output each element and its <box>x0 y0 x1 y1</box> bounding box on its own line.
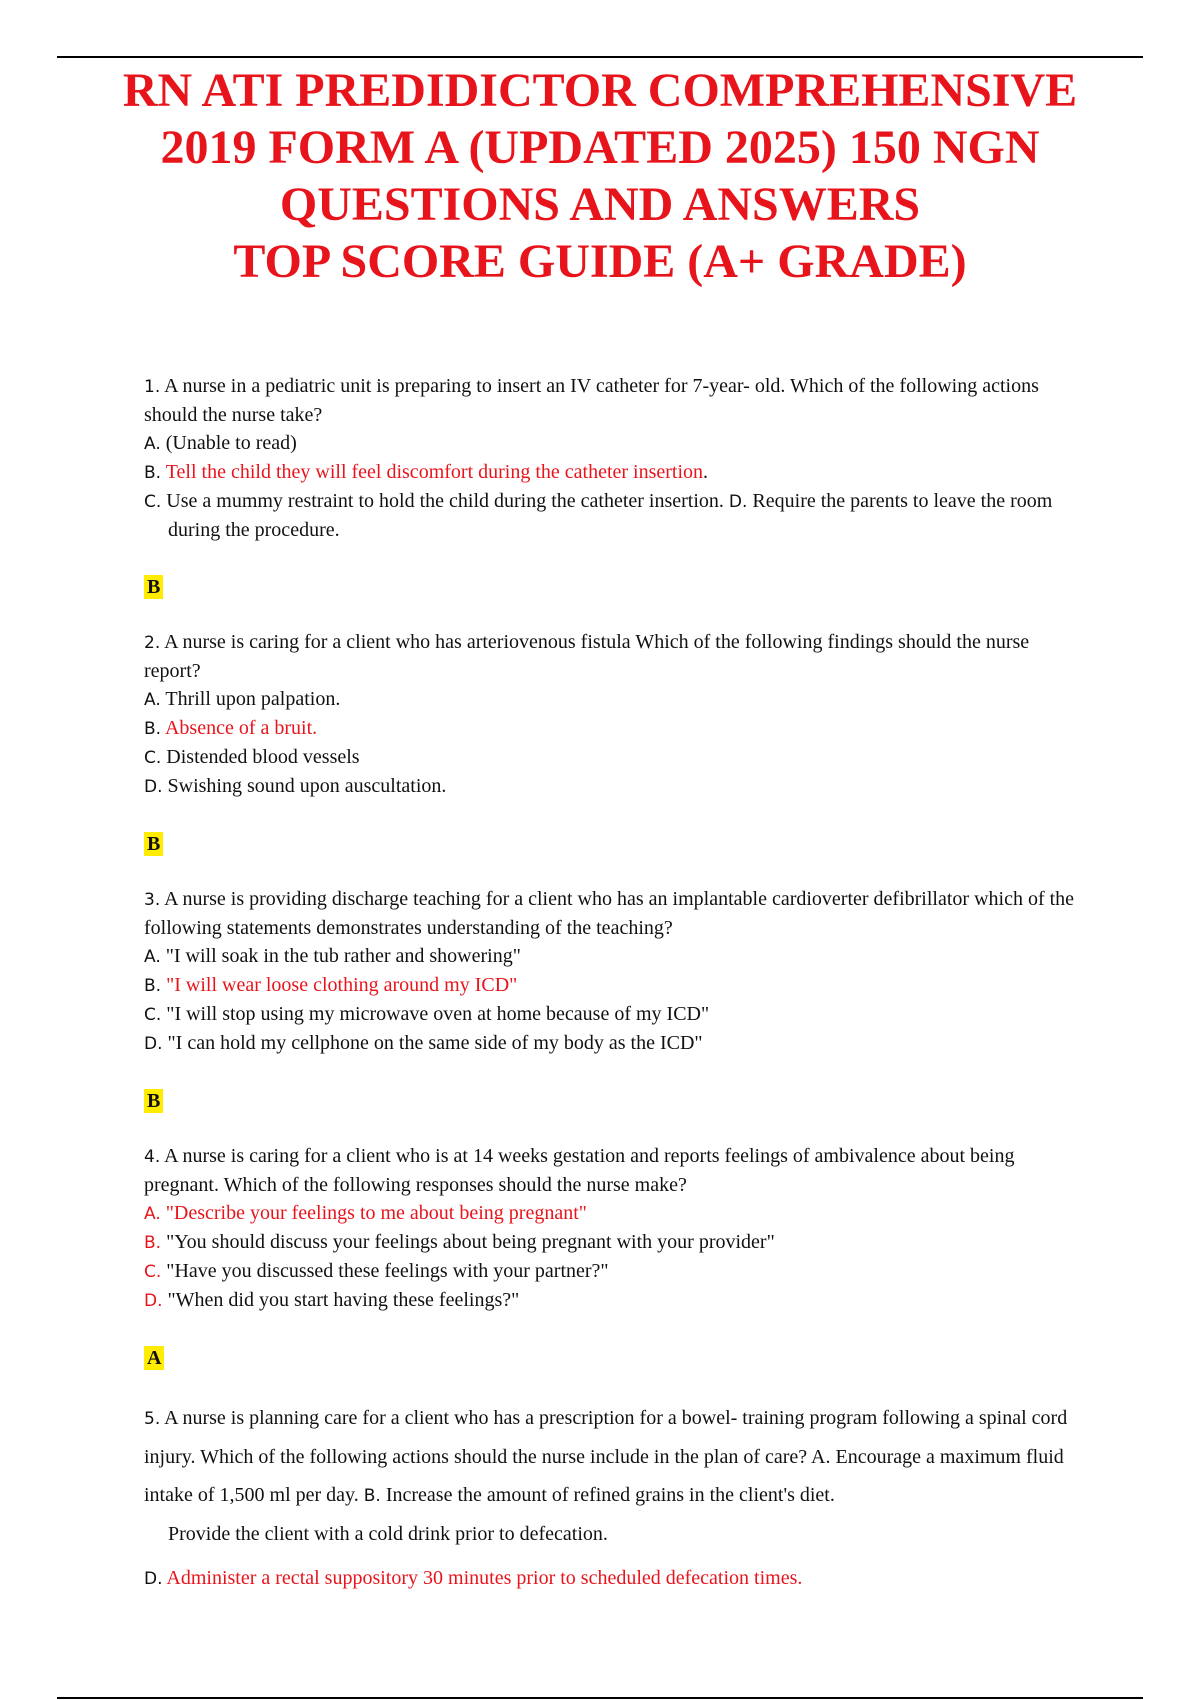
answer-key: B <box>144 575 163 599</box>
option-a: A. "I will soak in the tub rather and showering" <box>144 945 521 967</box>
option-a: A. (Unable to read) <box>144 432 297 454</box>
option-c: C. Use a mummy restraint to hold the child during the catheter insertion. D. Require the parents to leave the room during the procedure. <box>144 490 1053 541</box>
title-line-1: RN ATI PREDIDICTOR COMPREHENSIVE <box>122 64 1078 117</box>
option-c: C. Distended blood vessels <box>144 746 360 768</box>
option-a: A. "Describe your feelings to me about being pregnant" <box>144 1202 587 1224</box>
document-title <box>60 62 1140 290</box>
bottom-rule <box>57 1697 1143 1699</box>
title-line-2: 2019 FORM A (UPDATED 2025) 150 NGN <box>160 121 1040 174</box>
option-b: B. Tell the child they will feel discomfort during the catheter insertion. <box>144 461 709 483</box>
question-stem: 1. A nurse in a pediatric unit is preparing to insert an IV catheter for 7-year- old. Which of the following actions should the nurse take? <box>144 375 1039 426</box>
title-line-4: TOP SCORE GUIDE (A+ GRADE) <box>233 235 967 288</box>
question-1 <box>144 372 1084 628</box>
option-d: D. "When did you start having these feelings?" <box>144 1289 520 1311</box>
option-b: B. "I will wear loose clothing around my ICD" <box>144 974 518 996</box>
question-list <box>144 372 1084 1598</box>
title-line-3: QUESTIONS AND ANSWERS <box>279 178 921 231</box>
answer-key: A <box>144 1346 164 1370</box>
answer-key: B <box>144 832 163 856</box>
question-stem: 2. A nurse is caring for a client who has arteriovenous fistula Which of the following findings should the nurse report? <box>144 631 1030 682</box>
option-d: D. Administer a rectal suppository 30 minutes prior to scheduled defecation times. <box>144 1567 803 1589</box>
option-d: D. Swishing sound upon auscultation. <box>144 775 447 797</box>
question-4 <box>144 1142 1084 1399</box>
option-c: C. "Have you discussed these feelings with your partner?" <box>144 1260 609 1282</box>
question-stem: 4. A nurse is caring for a client who is at 14 weeks gestation and reports feelings of ambivalence about being pregnant. Which of the following responses should the nurse make? <box>144 1145 1015 1196</box>
option-b: B. Absence of a bruit. <box>144 717 318 739</box>
option-d: D. "I can hold my cellphone on the same side of my body as the ICD" <box>144 1032 703 1054</box>
answer-key: B <box>144 1089 163 1113</box>
option-b: B. "You should discuss your feelings about being pregnant with your provider" <box>144 1231 775 1253</box>
question-2 <box>144 628 1084 885</box>
question-5 <box>144 1399 1084 1598</box>
question-stem: 5. A nurse is planning care for a client who has a prescription for a bowel- training program following a spinal cord injury. Which of the following actions should the nurse include in the plan of care? A. Encourage a maximum fluid intake of 1,500 ml per day. B. Increase the amount of refined grains in the client's diet. <box>144 1407 1068 1506</box>
question-3 <box>144 885 1084 1142</box>
option-c: C. "I will stop using my microwave oven at home because of my ICD" <box>144 1003 710 1025</box>
question-stem: 3. A nurse is providing discharge teaching for a client who has an implantable cardioverter defibrillator which of the following statements demonstrates understanding of the teaching? <box>144 888 1075 939</box>
top-rule <box>57 56 1143 58</box>
option-a: A. Thrill upon palpation. <box>144 688 341 710</box>
option-c: Provide the client with a cold drink prior to defecation. <box>168 1523 608 1545</box>
